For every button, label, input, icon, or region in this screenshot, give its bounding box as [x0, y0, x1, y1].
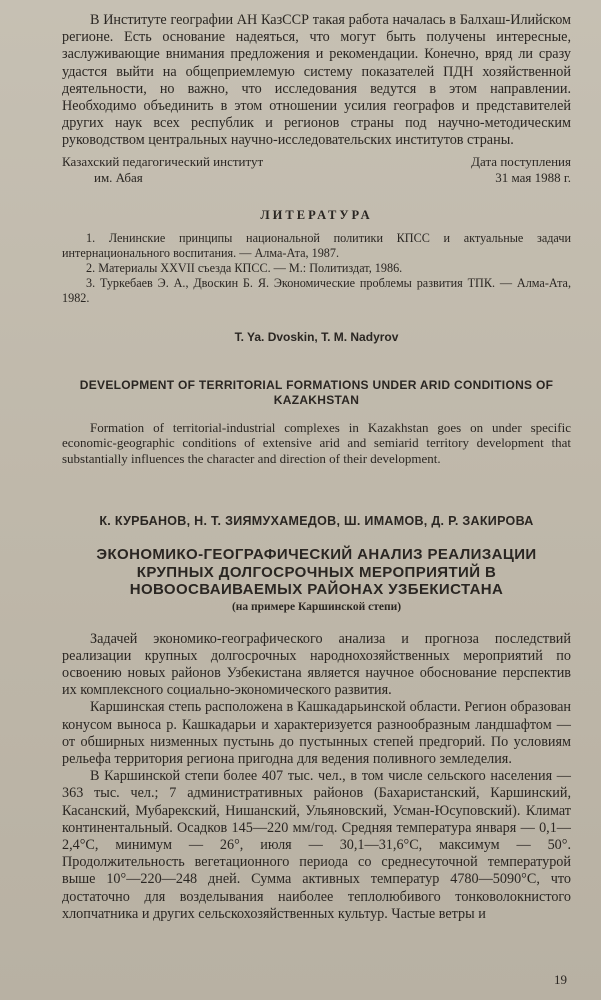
top-paragraph: В Институте географии АН КазССР такая работа началась в Балхаш-Илийском регионе. Есть основание надеяться, что могут быть получены интересные, заслуживающие внимания предложения и рекомендации. Конечно, вряд ли сразу удастся выйти на общеприемлемую систему показателей ПДН хозяйственной деятельности, но важно, что исследования ведутся в этом направлении. Необходимо объединить в этом отношении усилия географов и представителей других наук всех республик и регионов страны под научно-методическим руководством центральных научно-исследовательских институтов страны.: [62, 12, 571, 149]
body-paragraph: Каршинская степь расположена в Кашкадарьинской области. Регион образован конусом выноса р. Кашкадарьи и характеризуется разнообразным ландшафтом — от обширных низменных пустынь до пустынных степей предгорий. По условиям рельефа территория региона пригодна для ведения поливного земледелия.: [62, 699, 571, 768]
article-authors: К. КУРБАНОВ, Н. Т. ЗИЯМУХАМЕДОВ, Ш. ИМАМОВ, Д. Р. ЗАКИРОВА: [99, 514, 534, 529]
literature-item: 1. Ленинские принципы национальной политики КПСС и актуальные задачи интернационального воспитания. — Алма-Ата, 1987.: [62, 230, 571, 260]
english-abstract: Formation of territorial-industrial complexes in Kazakhstan goes on under specific economic-geographic conditions of extensive arid and semiarid territory development that substantially influences the character and direction of their development.: [62, 419, 571, 466]
received-value: 31 мая 1988 г.: [495, 169, 571, 185]
article-footer: [62, 154, 571, 186]
body-paragraph: Задачей экономико-географического анализа и прогноза последствий реализации крупных долгосрочных народнохозяйственных мероприятий по освоению новых районов Узбекистана является научное обоснование перспектив их комплексного социально-экономического развития.: [62, 630, 571, 699]
body-paragraph: В Каршинской степи более 407 тыс. чел., в том числе сельского населения — 363 тыс. чел.; 7 административных районов (Бахаристанский, Каршинский, Касанский, Мубарекский, Нишанский, Ульяновский, Усман-Юсуповский). Климат континентальный. Осадков 145—220 мм/год. Средняя температура января — 0,1—2,4°С, минимум — 26°, июля — 30,1—31,6°С, максимум — 50°. Продолжительность вегетационного периода со среднесуточной температурой выше 10°—220—248 дней. Сумма активных температур 4780—5090°С, что достаточно для возделывания наиболее теплолюбивого тонковолокнистого хлопчатника и других сельскохозяйственных культур. Частые ветры и: [62, 768, 571, 922]
literature-item: 2. Материалы XXVII съезда КПСС. — М.: Политиздат, 1986.: [86, 260, 403, 275]
english-title: DEVELOPMENT OF TERRITORIAL FORMATIONS UNDER ARID CONDITIONS OF KAZAKHSTAN: [79, 377, 554, 407]
affiliation: [62, 154, 282, 186]
affiliation-line-2: им. Абая: [94, 169, 143, 185]
received-date: [441, 154, 571, 186]
literature-list: [62, 231, 571, 306]
literature-title: ЛИТЕРАТУРА: [260, 207, 373, 222]
article-subtitle: (на примере Каршинской степи): [231, 600, 402, 613]
page-number: 19: [554, 972, 567, 987]
english-authors: T. Ya. Dvoskin, T. M. Nadyrov: [234, 329, 399, 344]
article-title: ЭКОНОМИКО-ГЕОГРАФИЧЕСКИЙ АНАЛИЗ РЕАЛИЗАЦИИ КРУПНЫХ ДОЛГОСРОЧНЫХ МЕРОПРИЯТИЙ В НОВООСВАИВАЕМЫХ РАЙОНАХ УЗБЕКИСТАНА: [96, 546, 537, 599]
literature-item: 3. Туркебаев Э. А., Двоскин Б. Я. Экономические проблемы развития ТПК. — Алма-Ата, 1982.: [62, 275, 571, 305]
received-label: Дата поступления: [471, 153, 571, 169]
affiliation-line-1: Казахский педагогический институт: [62, 153, 264, 169]
